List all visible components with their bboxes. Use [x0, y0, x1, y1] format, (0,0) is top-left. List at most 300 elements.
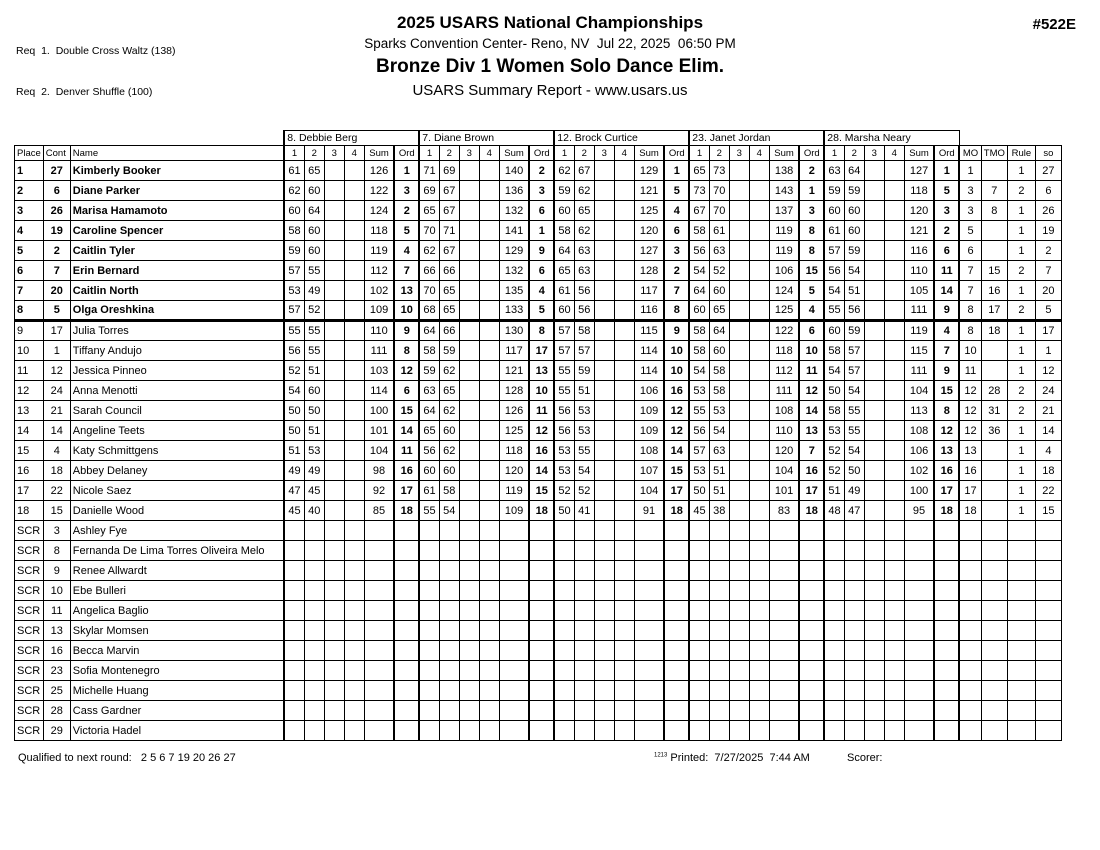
cell-score [284, 581, 304, 601]
cell-score [344, 321, 364, 341]
cell-score [864, 401, 884, 421]
cell-sum [634, 721, 664, 741]
cell-score [304, 701, 324, 721]
cell-ord [934, 701, 959, 721]
result-row [15, 641, 1062, 661]
cell-sum: 106 [634, 381, 664, 401]
cell-score: 54 [709, 421, 729, 441]
cell-tmo: 7 [981, 181, 1007, 201]
cell-score [439, 621, 459, 641]
cell-so: 18 [1035, 461, 1061, 481]
cell-ord: 13 [934, 441, 959, 461]
column-header: 1 [419, 146, 439, 161]
cell-tmo [981, 501, 1007, 521]
cell-place: SCR [15, 721, 44, 741]
cell-score: 55 [554, 361, 574, 381]
cell-sum [499, 701, 529, 721]
cell-score: 52 [304, 301, 324, 321]
cell-score: 54 [844, 261, 864, 281]
result-row [15, 361, 1062, 381]
cell-score [554, 561, 574, 581]
cell-score [884, 381, 904, 401]
cell-sum: 116 [634, 301, 664, 321]
cell-score [614, 221, 634, 241]
cell-ord: 14 [934, 281, 959, 301]
cell-score [729, 321, 749, 341]
cell-score [574, 701, 594, 721]
qualified-line: Qualified to next round: 2 5 6 7 19 20 26 27 [18, 752, 236, 764]
cell-sum [904, 641, 934, 661]
cell-ord: 8 [799, 241, 824, 261]
cell-sum: 100 [364, 401, 394, 421]
cell-rule [1007, 561, 1035, 581]
cell-score: 70 [709, 181, 729, 201]
cell-sum [904, 521, 934, 541]
result-row [15, 261, 1062, 281]
cell-score [614, 441, 634, 461]
cell-score [419, 681, 439, 701]
cell-ord [934, 621, 959, 641]
cell-place: SCR [15, 561, 44, 581]
cell-sum: 132 [499, 201, 529, 221]
cell-sum: 132 [499, 261, 529, 281]
cell-sum: 113 [904, 401, 934, 421]
cell-score [709, 681, 729, 701]
cell-ord [394, 521, 419, 541]
column-header: so [1035, 146, 1061, 161]
cell-score: 61 [824, 221, 844, 241]
cell-score: 55 [554, 381, 574, 401]
cell-score: 63 [574, 241, 594, 261]
cell-sum [364, 541, 394, 561]
cell-score [844, 641, 864, 661]
cell-score [729, 681, 749, 701]
cell-score [749, 661, 769, 681]
column-header: 3 [594, 146, 614, 161]
cell-score [459, 241, 479, 261]
result-row [15, 421, 1062, 441]
cell-score: 49 [844, 481, 864, 501]
cell-score [614, 201, 634, 221]
cell-score [459, 701, 479, 721]
cell-score [324, 601, 344, 621]
cell-score: 64 [554, 241, 574, 261]
cell-ord: 17 [394, 481, 419, 501]
cell-score [459, 581, 479, 601]
cell-rule: 1 [1007, 341, 1035, 361]
cell-so: 1 [1035, 341, 1061, 361]
cell-score [594, 241, 614, 261]
cell-mo [959, 601, 981, 621]
cell-score [324, 161, 344, 181]
cell-ord [529, 521, 554, 541]
cell-ord: 5 [934, 181, 959, 201]
cell-name: Ashley Fye [70, 521, 284, 541]
cell-place: 17 [15, 481, 44, 501]
cell-ord: 1 [799, 181, 824, 201]
cell-cont: 3 [43, 521, 70, 541]
cell-score [324, 181, 344, 201]
cell-score [574, 541, 594, 561]
cell-score [479, 501, 499, 521]
cell-cont: 10 [43, 581, 70, 601]
cell-score [554, 641, 574, 661]
cell-so: 6 [1035, 181, 1061, 201]
cell-ord: 8 [394, 341, 419, 361]
cell-score: 58 [419, 341, 439, 361]
cell-score [324, 221, 344, 241]
cell-score [594, 541, 614, 561]
cell-score [554, 601, 574, 621]
cell-score [594, 401, 614, 421]
cell-score [439, 701, 459, 721]
cell-so [1035, 561, 1061, 581]
cell-score [709, 701, 729, 721]
cell-place: SCR [15, 581, 44, 601]
cell-score [574, 581, 594, 601]
cell-rule [1007, 621, 1035, 641]
cell-score [324, 441, 344, 461]
cell-score: 53 [284, 281, 304, 301]
cell-score [479, 661, 499, 681]
cell-ord: 14 [799, 401, 824, 421]
cell-score [844, 561, 864, 581]
cell-so: 26 [1035, 201, 1061, 221]
cell-name: Julia Torres [70, 321, 284, 341]
cell-score [749, 301, 769, 321]
cell-score [594, 221, 614, 241]
cell-sum: 125 [499, 421, 529, 441]
cell-score [614, 181, 634, 201]
cell-score [479, 361, 499, 381]
cell-sum: 114 [364, 381, 394, 401]
cell-sum [904, 661, 934, 681]
cell-tmo [981, 721, 1007, 741]
cell-score [284, 661, 304, 681]
cell-sum [904, 701, 934, 721]
cell-score [284, 641, 304, 661]
cell-score [479, 181, 499, 201]
cell-score: 60 [554, 301, 574, 321]
cell-ord: 4 [529, 281, 554, 301]
cell-tmo: 8 [981, 201, 1007, 221]
cell-sum [904, 681, 934, 701]
cell-sum [904, 541, 934, 561]
result-row [15, 481, 1062, 501]
cell-ord: 7 [799, 441, 824, 461]
cell-place: 16 [15, 461, 44, 481]
cell-sum: 119 [364, 241, 394, 261]
cell-cont: 7 [43, 261, 70, 281]
cell-sum [499, 681, 529, 701]
cell-so: 2 [1035, 241, 1061, 261]
cell-score [344, 401, 364, 421]
cell-score [864, 161, 884, 181]
cell-mo: 8 [959, 301, 981, 321]
column-header: Cont [43, 146, 70, 161]
cell-score [459, 281, 479, 301]
cell-score: 56 [419, 441, 439, 461]
cell-score: 56 [824, 261, 844, 281]
cell-score [324, 621, 344, 641]
cell-score: 67 [439, 201, 459, 221]
cell-score [479, 381, 499, 401]
cell-score: 67 [689, 201, 709, 221]
cell-score [324, 341, 344, 361]
cell-score [614, 281, 634, 301]
cell-place: SCR [15, 521, 44, 541]
cell-sum [364, 561, 394, 581]
cell-score: 53 [574, 401, 594, 421]
cell-score [709, 641, 729, 661]
cell-cont: 27 [43, 161, 70, 181]
cell-score [459, 661, 479, 681]
cell-ord: 7 [394, 261, 419, 281]
cell-mo [959, 581, 981, 601]
cell-score: 63 [709, 441, 729, 461]
cell-ord: 15 [529, 481, 554, 501]
cell-ord [664, 681, 689, 701]
cell-mo: 7 [959, 281, 981, 301]
cell-score [709, 601, 729, 621]
cell-ord: 18 [664, 501, 689, 521]
cell-mo: 1 [959, 161, 981, 181]
cell-sum [499, 601, 529, 621]
cell-score: 58 [574, 321, 594, 341]
cell-tmo [981, 581, 1007, 601]
cell-sum [769, 561, 799, 581]
cell-ord [529, 601, 554, 621]
cell-score [344, 601, 364, 621]
cell-sum: 119 [499, 481, 529, 501]
cell-score [864, 421, 884, 441]
cell-rule [1007, 521, 1035, 541]
column-header: 1 [284, 146, 304, 161]
report-header [14, 8, 1086, 130]
cell-score [344, 281, 364, 301]
cell-sum: 111 [904, 301, 934, 321]
cell-score [884, 301, 904, 321]
result-row [15, 661, 1062, 681]
cell-score [594, 501, 614, 521]
cell-score: 68 [419, 301, 439, 321]
cell-ord [934, 721, 959, 741]
cell-score: 62 [554, 161, 574, 181]
cell-score: 53 [574, 421, 594, 441]
cell-sum: 104 [769, 461, 799, 481]
cell-score [614, 681, 634, 701]
cell-score [709, 661, 729, 681]
cell-name: Renee Allwardt [70, 561, 284, 581]
cell-sum: 127 [904, 161, 934, 181]
cell-score: 50 [689, 481, 709, 501]
cell-score [304, 541, 324, 561]
cell-score [344, 241, 364, 261]
cell-score [729, 481, 749, 501]
cell-score: 54 [284, 381, 304, 401]
cell-sum [364, 701, 394, 721]
cell-score [324, 461, 344, 481]
cell-score [749, 561, 769, 581]
column-header: 3 [459, 146, 479, 161]
cell-score: 45 [284, 501, 304, 521]
cell-so [1035, 661, 1061, 681]
cell-ord: 2 [934, 221, 959, 241]
cell-place: 11 [15, 361, 44, 381]
cell-ord [799, 721, 824, 741]
cell-score [749, 381, 769, 401]
cell-score [884, 501, 904, 521]
column-header: 3 [729, 146, 749, 161]
cell-score [459, 621, 479, 641]
cell-tmo [981, 161, 1007, 181]
result-row [15, 461, 1062, 481]
cell-cont: 18 [43, 461, 70, 481]
cell-score [864, 201, 884, 221]
column-header: Sum [499, 146, 529, 161]
cell-name: Angelica Baglio [70, 601, 284, 621]
cell-score [459, 681, 479, 701]
cell-ord [529, 561, 554, 581]
cell-so: 15 [1035, 501, 1061, 521]
cell-ord [934, 581, 959, 601]
cell-score [459, 641, 479, 661]
column-header: 2 [304, 146, 324, 161]
cell-score [344, 301, 364, 321]
cell-sum: 111 [904, 361, 934, 381]
cell-score: 58 [824, 401, 844, 421]
cell-sum [364, 661, 394, 681]
cell-ord [394, 681, 419, 701]
cell-score [884, 701, 904, 721]
column-header: 3 [864, 146, 884, 161]
cell-sum: 107 [634, 461, 664, 481]
cell-score: 70 [419, 221, 439, 241]
cell-score [479, 641, 499, 661]
cell-score [594, 681, 614, 701]
cell-score [884, 241, 904, 261]
cell-score: 63 [824, 161, 844, 181]
cell-score [459, 521, 479, 541]
cell-score [439, 561, 459, 581]
cell-score [284, 721, 304, 741]
cell-sum [769, 661, 799, 681]
cell-ord [799, 661, 824, 681]
cell-ord: 9 [394, 321, 419, 341]
cell-ord: 5 [664, 181, 689, 201]
cell-score [614, 601, 634, 621]
cell-score: 70 [709, 201, 729, 221]
cell-ord [394, 561, 419, 581]
cell-score [614, 361, 634, 381]
cell-mo: 12 [959, 401, 981, 421]
cell-score [594, 621, 614, 641]
cell-score [749, 361, 769, 381]
cell-score: 71 [439, 221, 459, 241]
cell-score [344, 501, 364, 521]
cell-score [749, 241, 769, 261]
cell-score [479, 481, 499, 501]
cell-score: 47 [284, 481, 304, 501]
cell-cont: 24 [43, 381, 70, 401]
cell-sum [769, 641, 799, 661]
column-header: 4 [344, 146, 364, 161]
cell-score [479, 701, 499, 721]
cell-score [594, 321, 614, 341]
cell-score [344, 261, 364, 281]
cell-score [324, 241, 344, 261]
cell-ord: 10 [664, 361, 689, 381]
cell-ord: 17 [664, 481, 689, 501]
cell-ord [529, 661, 554, 681]
cell-tmo [981, 461, 1007, 481]
cell-tmo [981, 541, 1007, 561]
cell-sum [769, 721, 799, 741]
cell-score [824, 561, 844, 581]
cell-sum: 105 [904, 281, 934, 301]
cell-ord [934, 601, 959, 621]
cell-score: 50 [824, 381, 844, 401]
cell-score [304, 561, 324, 581]
cell-place: 3 [15, 201, 44, 221]
cell-score [614, 721, 634, 741]
cell-ord [529, 641, 554, 661]
cell-score [614, 161, 634, 181]
cell-score: 57 [284, 261, 304, 281]
cell-score [324, 281, 344, 301]
cell-tmo [981, 221, 1007, 241]
cell-score [729, 601, 749, 621]
cell-sum: 92 [364, 481, 394, 501]
cell-score: 50 [554, 501, 574, 521]
cell-mo: 13 [959, 441, 981, 461]
result-row [15, 181, 1062, 201]
cell-score: 53 [709, 401, 729, 421]
column-header: 1 [554, 146, 574, 161]
cell-score [459, 181, 479, 201]
cell-score: 65 [304, 161, 324, 181]
cell-sum [634, 681, 664, 701]
result-row [15, 581, 1062, 601]
cell-sum: 91 [634, 501, 664, 521]
column-header: 4 [749, 146, 769, 161]
cell-score [729, 641, 749, 661]
cell-score [304, 581, 324, 601]
cell-ord: 1 [394, 161, 419, 181]
cell-name: Caitlin North [70, 281, 284, 301]
result-row [15, 721, 1062, 741]
cell-sum: 95 [904, 501, 934, 521]
cell-ord: 12 [799, 381, 824, 401]
cell-sum: 125 [769, 301, 799, 321]
cell-score: 65 [439, 301, 459, 321]
cell-score: 55 [574, 441, 594, 461]
cell-name: Danielle Wood [70, 501, 284, 521]
cell-sum: 114 [634, 341, 664, 361]
cell-score [689, 581, 709, 601]
cell-score [824, 681, 844, 701]
cell-score: 73 [689, 181, 709, 201]
cell-score [324, 701, 344, 721]
cell-score [884, 461, 904, 481]
cell-score [709, 721, 729, 741]
cell-mo: 11 [959, 361, 981, 381]
cell-ord [394, 621, 419, 641]
printed-text: Printed: 7/27/2025 7:44 AM [667, 752, 810, 764]
cell-score [824, 721, 844, 741]
cell-score [574, 661, 594, 681]
cell-rule: 2 [1007, 401, 1035, 421]
